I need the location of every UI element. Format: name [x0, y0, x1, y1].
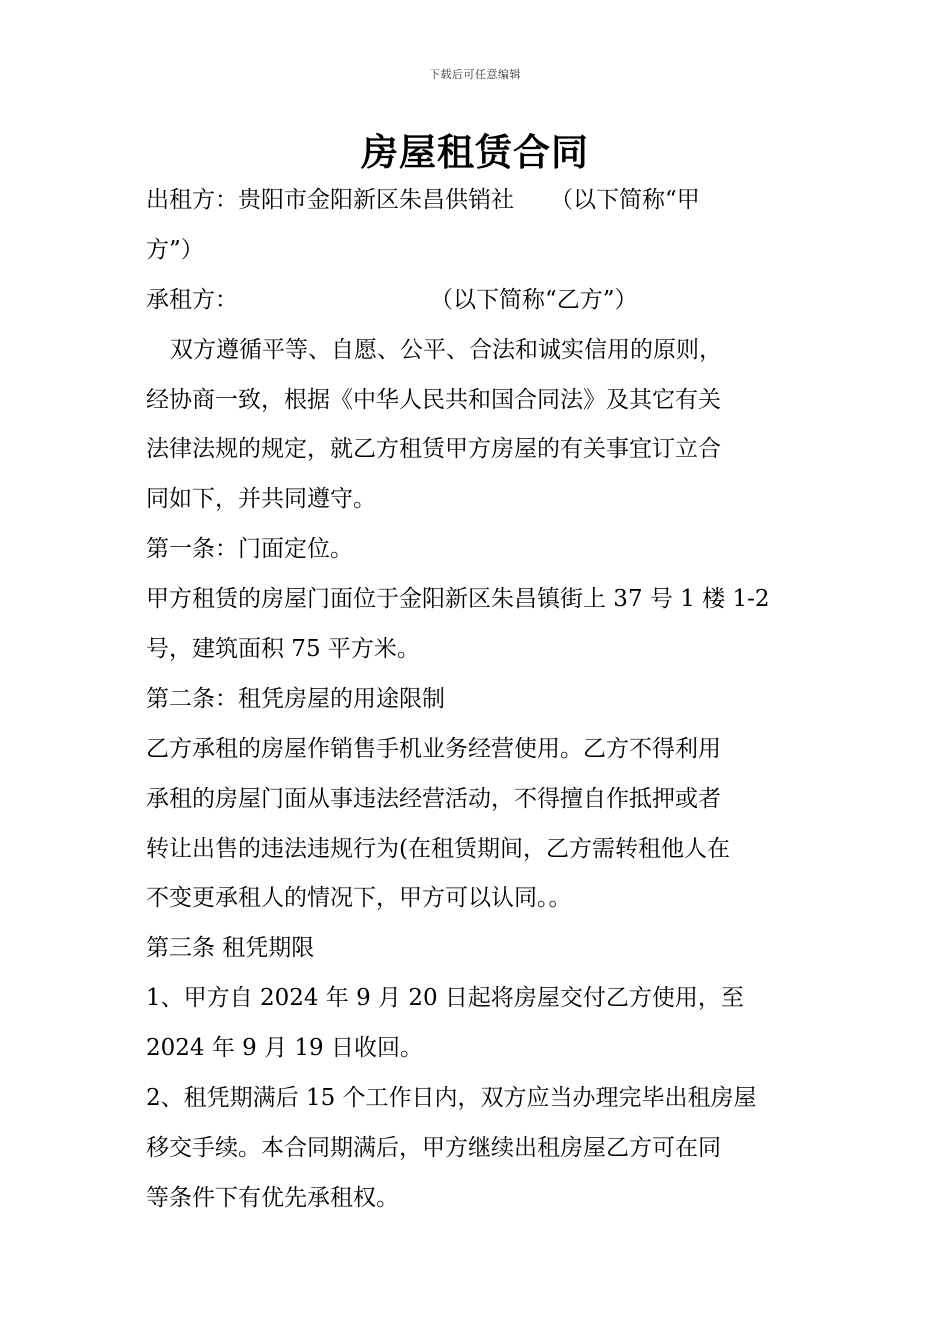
lessor-label: 出租方：: [146, 187, 238, 213]
article-heading: 第三条 租凭期限: [146, 935, 315, 962]
contract-body: [146, 176, 814, 1224]
paragraph-line: 移交手续。本合同期满后，甲方继续出租房屋乙方可在同: [146, 1134, 721, 1161]
paragraph-line: 承租的房屋门面从事违法经营活动，不得擅自作抵押或者: [146, 785, 721, 812]
paragraph-line: 经协商一致，根据《中华人民共和国合同法》及其它有关: [146, 386, 721, 413]
lessor-name: 贵阳市金阳新区朱昌供销社: [238, 187, 514, 213]
paragraph-line: 2024 年 9 月 19 日收回。: [146, 1035, 423, 1062]
paragraph-line: 双方遵循平等、自愿、公平、合法和诚实信用的原则，: [170, 336, 722, 363]
lessee-label: 承租方：: [146, 286, 238, 313]
paragraph-line: 甲方租赁的房屋门面位于金阳新区朱昌镇街上 37 号 1 楼 1-2: [146, 586, 770, 613]
lessor-alias-continued: 方”）: [146, 236, 204, 263]
paragraph-line: 同如下，并共同遵守。: [146, 486, 376, 513]
paragraph-line: 等条件下有优先承租权。: [146, 1184, 399, 1211]
header-note: 下载后可任意编辑: [429, 68, 521, 81]
document-title: 房屋租赁合同: [361, 130, 589, 174]
paragraph-line: 乙方承租的房屋作销售手机业务经营使用。乙方不得利用: [146, 735, 721, 762]
article-heading: 第二条：租凭房屋的用途限制: [146, 685, 445, 712]
paragraph-line: 不变更承租人的情况下，甲方可以认同。。: [146, 885, 572, 912]
paragraph-line: 法律法规的规定，就乙方租赁甲方房屋的有关事宜订立合: [146, 436, 721, 463]
paragraph-line: 2、租凭期满后 15 个工作日内，双方应当办理完毕出租房屋: [146, 1085, 757, 1112]
lessee-alias: （以下简称“乙方”）: [430, 286, 638, 313]
article-heading: 第一条：门面定位。: [146, 536, 353, 563]
lessee-line: [146, 276, 814, 326]
paragraph-line: 1、甲方自 2024 年 9 月 20 日起将房屋交付乙方使用，至: [146, 985, 744, 1012]
paragraph-line: 号，建筑面积 75 平方米。: [146, 636, 420, 663]
lessor-line: [146, 176, 814, 226]
paragraph-line: 转让出售的违法违规行为(在租赁期间，乙方需转租他人在: [146, 835, 730, 862]
lessor-alias: （以下简称“甲: [550, 187, 700, 213]
